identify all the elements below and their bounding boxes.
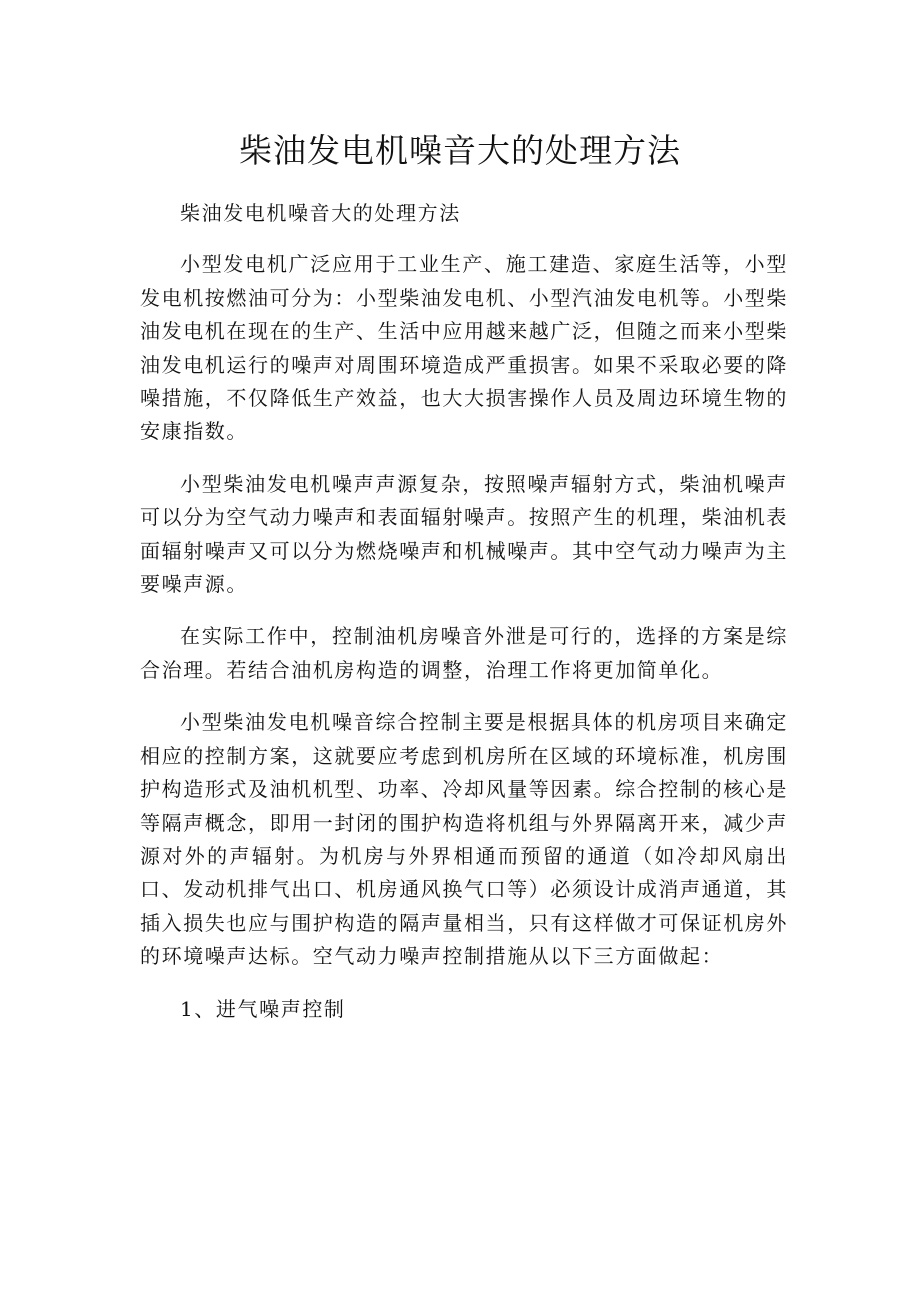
paragraph-section-heading: 1、进气噪声控制 [180, 996, 346, 1021]
paragraph-practical-work: 在实际工作中，控制油机房噪音外泄是可行的，选择的方案是综合治理。若结合油机房构造的调整，治理工作将更加简单化。 [140, 624, 788, 682]
paragraph-subtitle: 柴油发电机噪音大的处理方法 [180, 201, 461, 225]
paragraph-noise-sources: 小型柴油发电机噪声声源复杂，按照噪声辐射方式，柴油机噪声可以分为空气动力噪声和表面辐射噪声。按照产生的机理，柴油机表面辐射噪声又可以分为燃烧噪声和机械噪声。其中空气动力噪声为主要噪声源。 [140, 471, 788, 597]
paragraph-intro: 小型发电机广泛应用于工业生产、施工建造、家庭生活等，小型发电机按燃油可分为：小型柴油发电机、小型汽油发电机等。小型柴油发电机在现在的生产、生活中应用越来越广泛，但随之而来小型柴油发电机运行的噪声对周围环境造成严重损害。如果不采取必要的降噪措施，不仅降低生产效益，也大大损害操作人员及周边环境生物的安康指数。 [140, 252, 788, 444]
paragraph-comprehensive-control: 小型柴油发电机噪音综合控制主要是根据具体的机房项目来确定相应的控制方案，这就要应考虑到机房所在区域的环境标准，机房围护构造形式及油机机型、功率、冷却风量等因素。综合控制的核心是等隔声概念，即用一封闭的围护构造将机组与外界隔离开来，减少声源对外的声辐射。为机房与外界相通而预留的通道（如冷却风扇出口、发动机排气出口、机房通风换气口等）必须设计成消声通道，其插入损失也应与围护构造的隔声量相当，只有这样做才可保证机房外的环境噪声达标。空气动力噪声控制措施从以下三方面做起： [140, 710, 788, 969]
document-title: 柴油发电机噪音大的处理方法 [239, 131, 681, 170]
document-body [140, 197, 788, 1045]
